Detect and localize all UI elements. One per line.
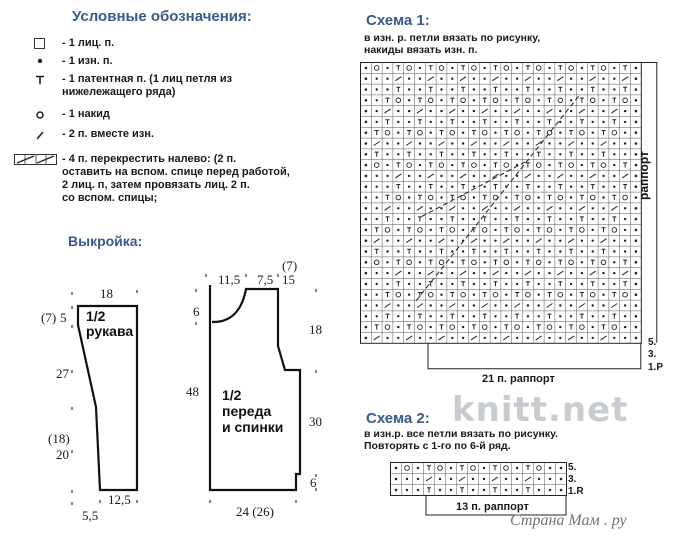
body-dim-bottom-side: 6 (310, 475, 317, 490)
sleeve-dim-top-side: 5 (60, 310, 67, 325)
scheme1-row-label-3: 3. (648, 349, 657, 360)
sleeve-dim-side: 27 (56, 366, 69, 381)
sleeve-dim-top: 18 (100, 286, 113, 301)
sleeve-label-fraction: 1/2 (86, 308, 106, 324)
legend-item-patent-line2: нижележащего ряда) (62, 86, 176, 98)
legend-item-cable-line3: 2 лиц. п, затем провязать лиц. 2 п. (62, 179, 250, 191)
sleeve-dim-top-left: (7) (41, 310, 57, 325)
legend-item-knit: - 1 лиц. п. (62, 37, 115, 49)
sleeve-label-name: рукава (86, 323, 134, 339)
body-dim-neck: 6 (193, 304, 200, 319)
sleeve-dim-bottom-left: 5,5 (82, 508, 99, 523)
scheme1-note-2: накиды вязать изн. п. (364, 44, 478, 56)
legend-item-cable: - 4 п. перекрестить налево: (2 п. (62, 153, 237, 165)
body-dim-top-paren: (7) (282, 258, 298, 273)
scheme1-row-label-5: 5. (648, 337, 657, 348)
legend-item-patent: - 1 патентная п. (1 лиц петля из (62, 73, 233, 85)
body-dim-side: 30 (309, 414, 322, 429)
pattern-title: Выкройка: (68, 233, 143, 249)
scheme2-row-label-5: 5. (568, 462, 577, 473)
scheme2-title: Схема 2: (366, 410, 430, 427)
scheme2-repeat-h: 13 п. раппорт (456, 501, 529, 513)
legend-item-cable-line4: со вспом. спицы; (62, 192, 158, 204)
body-label-back: и спинки (222, 419, 284, 435)
body-label-front: переда (222, 403, 272, 419)
legend-item-cable-line2: оставить на вспом. спице перед работой, (62, 166, 290, 178)
watermark-credit: Страна Мам . ру (510, 512, 627, 529)
scheme2-note-1: в изн.р. все петли вязать по рисунку. (364, 428, 558, 440)
sleeve-dim-lower-side: (18) (48, 431, 70, 446)
legend-item-k2tog: - 2 п. вместе изн. (62, 128, 154, 140)
watermark-site: knitt.net (452, 390, 629, 430)
body-dim-bottom: 24 (26) (236, 504, 274, 519)
scheme1-title: Схема 1: (366, 12, 430, 29)
scheme2-row-label-3: 3. (568, 474, 577, 485)
body-dim-top-left: 11,5 (218, 272, 241, 287)
body-dim-height: 48 (186, 384, 199, 399)
scheme1-repeat-v: раппорт (637, 151, 651, 200)
scheme1-note-1: в изн. р. петли вязать по рисунку, (364, 32, 541, 44)
legend-item-yarnover: - 1 накид (62, 108, 110, 120)
scheme2-note-2: Повторять с 1-го по 6-й ряд. (364, 440, 511, 452)
body-dim-top-mid: 7,5 (257, 272, 274, 287)
sleeve-dim-bottom: 12,5 (108, 492, 131, 507)
body-dim-top-right: 15 (282, 272, 295, 287)
legend-title: Условные обозначения: (72, 8, 252, 25)
scheme2-row-label-1: 1.R (568, 486, 584, 497)
body-dim-armhole: 18 (309, 322, 322, 337)
scheme1-chart (360, 62, 690, 392)
scheme1-repeat-h: 21 п. раппорт (482, 373, 555, 385)
legend-item-purl: - 1 изн. п. (62, 55, 113, 67)
body-label-fraction: 1/2 (222, 387, 242, 403)
sleeve-dim-lower-side-2: 20 (56, 447, 69, 462)
scheme1-row-label-1: 1.Р (648, 362, 664, 373)
